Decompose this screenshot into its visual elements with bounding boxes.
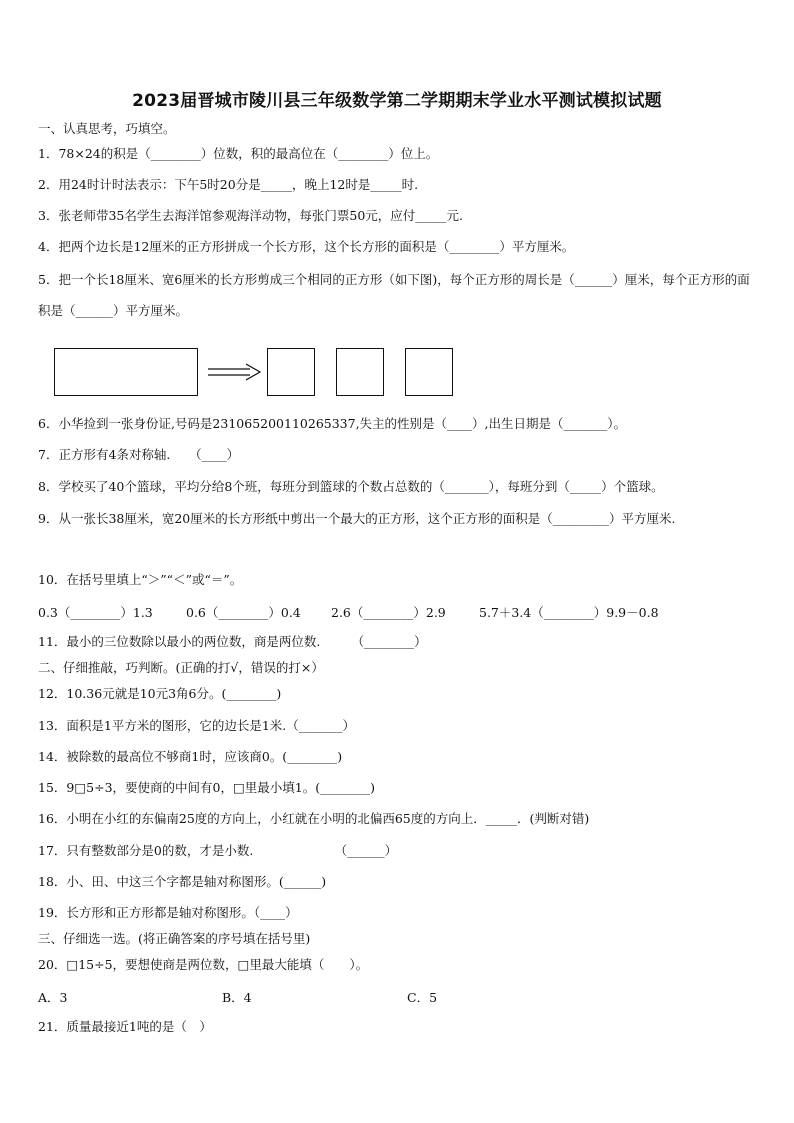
section-3-heading: 三、仔细选一选。(将正确答案的序号填在括号里) bbox=[38, 931, 311, 946]
option-c: C．5 bbox=[407, 990, 438, 1005]
comparison-item: 2.6（________）2.9 bbox=[331, 605, 446, 620]
question-15: 15．9□5÷3，要使商的中间有0，□里最小填1。(________) bbox=[38, 780, 376, 795]
question-20: 20．□15÷5，要想使商是两位数，□里最大能填（ ）。 bbox=[38, 957, 369, 972]
question-16: 16．小明在小红的东偏南25度的方向上，小红就在小明的北偏西65度的方向上．_____．(判断对错) bbox=[38, 811, 590, 826]
square-1 bbox=[267, 348, 315, 396]
comparison-item: 5.7＋3.4（________）9.9－0.8 bbox=[479, 605, 659, 620]
question-19: 19．长方形和正方形都是轴对称图形。（____） bbox=[38, 905, 298, 920]
question-7: 7．正方形有4条对称轴. （____） bbox=[38, 447, 240, 462]
long-rectangle bbox=[54, 348, 198, 396]
question-4: 4．把两个边长是12厘米的正方形拼成一个长方形，这个长方形的面积是（________）平方厘米。 bbox=[38, 239, 575, 254]
question-8: 8．学校买了40个篮球，平均分给8个班，每班分到篮球的个数占总数的（_______），每班分到（_____）个篮球。 bbox=[38, 479, 664, 494]
question-1: 1．78×24的积是（________）位数，积的最高位在（________）位上。 bbox=[38, 146, 439, 161]
question-12: 12．10.36元就是10元3角6分。(________) bbox=[38, 686, 282, 701]
arrow-icon bbox=[208, 362, 262, 382]
option-b: B．4 bbox=[222, 990, 252, 1005]
page-title: 2023届晋城市陵川县三年级数学第二学期期末学业水平测试模拟试题 bbox=[132, 91, 662, 111]
question-11: 11．最小的三位数除以最小的两位数，商是两位数. （________） bbox=[38, 634, 427, 649]
option-a: A．3 bbox=[38, 990, 68, 1005]
question-14: 14．被除数的最高位不够商1时，应该商0。(________) bbox=[38, 749, 343, 764]
question-5: 5．把一个长18厘米、宽6厘米的长方形剪成三个相同的正方形（如下图)，每个正方形的周长是（______）厘米，每个正方形的面积是（______）平方厘米。 bbox=[38, 272, 750, 318]
question-13: 13．面积是1平方米的图形，它的边长是1米.（_______） bbox=[38, 718, 356, 733]
question-2: 2．用24时计时法表示：下午5时20分是_____，晚上12时是_____时. bbox=[38, 177, 419, 192]
question-3: 3．张老师带35名学生去海洋馆参观海洋动物，每张门票50元，应付_____元. bbox=[38, 208, 463, 223]
comparison-item: 0.3（________）1.3 bbox=[38, 605, 153, 620]
question-18: 18．小、田、中这三个字都是轴对称图形。(______) bbox=[38, 874, 327, 889]
section-2-heading: 二、仔细推敲，巧判断。(正确的打√，错误的打×） bbox=[38, 660, 324, 675]
question-10: 10．在括号里填上“＞”“＜”或“＝”。 bbox=[38, 572, 243, 587]
comparison-row bbox=[38, 603, 758, 621]
square-3 bbox=[405, 348, 453, 396]
square-2 bbox=[336, 348, 384, 396]
question-17: 17．只有整数部分是0的数，才是小数. （______） bbox=[38, 843, 398, 858]
section-1-heading: 一、认真思考，巧填空。 bbox=[38, 121, 176, 136]
question-6: 6．小华捡到一张身份证,号码是231065200110265337,失主的性别是（____）,出生日期是（_______）。 bbox=[38, 416, 627, 431]
rectangle-cut-figure bbox=[54, 348, 474, 398]
comparison-item: 0.6（________）0.4 bbox=[186, 605, 301, 620]
question-9: 9．从一张长38厘米，宽20厘米的长方形纸中剪出一个最大的正方形，这个正方形的面积是（_________）平方厘米. bbox=[38, 511, 676, 526]
question-21: 21．质量最接近1吨的是（ ） bbox=[38, 1019, 212, 1034]
